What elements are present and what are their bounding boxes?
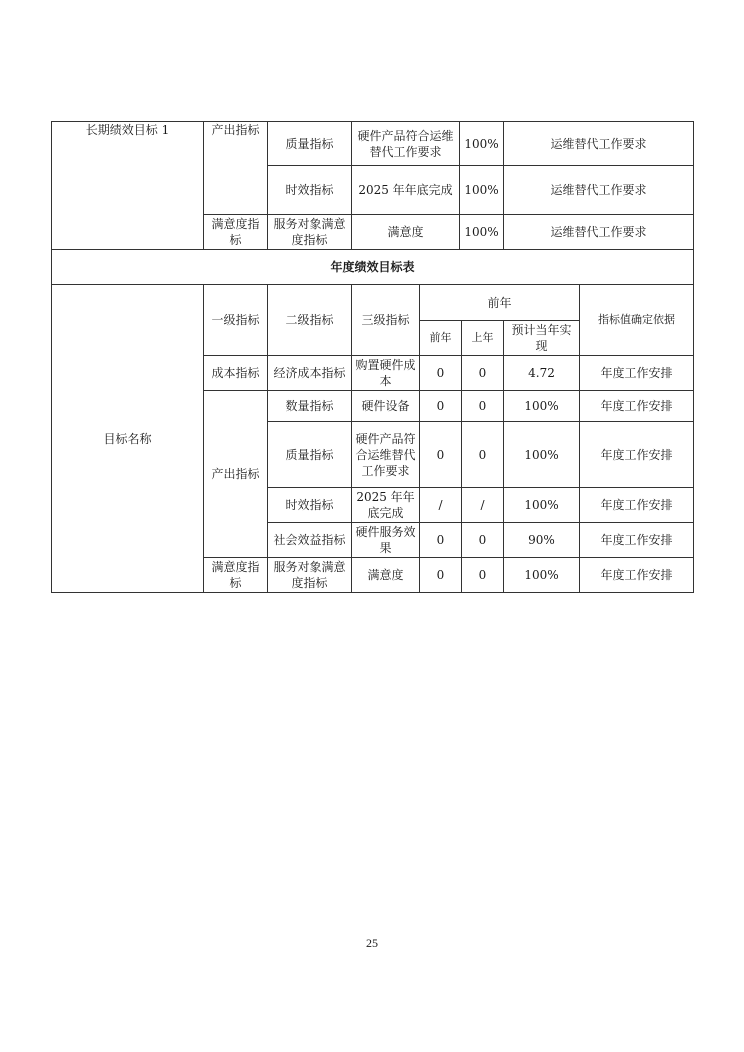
value-cell: 100% [460,122,504,166]
basis-cell: 运维替代工作要求 [504,215,694,250]
prev-cell: / [420,488,462,523]
level3-cell: 购置硬件成本 [352,356,420,391]
header-last: 上年 [462,321,504,356]
prev-cell: 0 [420,356,462,391]
long-term-goal-label: 长期绩效目标 1 [52,122,204,250]
last-cell: 0 [462,391,504,422]
level1-output-cell: 产出指标 [204,122,268,215]
annual-goal-label: 目标名称 [52,285,204,593]
basis-cell: 年度工作安排 [580,488,694,523]
level2-cell: 质量指标 [268,122,352,166]
level2-cell: 社会效益指标 [268,523,352,558]
header-level3: 三级指标 [352,285,420,356]
level2-cell: 质量指标 [268,422,352,488]
level1-satisfaction-cell: 满意度指标 [204,558,268,593]
level1-satisfaction-cell: 满意度指标 [204,215,268,250]
level1-cost-cell: 成本指标 [204,356,268,391]
basis-cell: 运维替代工作要求 [504,122,694,166]
prev-cell: 0 [420,422,462,488]
basis-cell: 年度工作安排 [580,422,694,488]
annual-goals-table [51,249,694,593]
level3-cell: 2025 年年底完成 [352,166,460,215]
level3-cell: 硬件产品符合运维替代工作要求 [352,122,460,166]
forecast-cell: 100% [504,391,580,422]
basis-cell: 运维替代工作要求 [504,166,694,215]
basis-cell: 年度工作安排 [580,558,694,593]
header-prev-group: 前年 [420,285,580,321]
last-cell: 0 [462,523,504,558]
level2-cell: 时效指标 [268,488,352,523]
page-number: 25 [366,936,378,950]
forecast-cell: 100% [504,488,580,523]
last-cell: 0 [462,422,504,488]
last-cell: 0 [462,356,504,391]
level1-output-cell: 产出指标 [204,391,268,558]
level2-cell: 服务对象满意度指标 [268,215,352,250]
header-level2: 二级指标 [268,285,352,356]
table-row [52,250,694,285]
level3-cell: 2025 年年底完成 [352,488,420,523]
forecast-cell: 4.72 [504,356,580,391]
last-cell: / [462,488,504,523]
forecast-cell: 100% [504,422,580,488]
value-cell: 100% [460,215,504,250]
prev-cell: 0 [420,391,462,422]
level2-cell: 数量指标 [268,391,352,422]
header-basis: 指标值确定依据 [580,285,694,356]
table-row [52,122,694,166]
prev-cell: 0 [420,523,462,558]
annual-section-title: 年度绩效目标表 [52,250,694,285]
header-forecast: 预计当年实现 [504,321,580,356]
forecast-cell: 90% [504,523,580,558]
basis-cell: 年度工作安排 [580,356,694,391]
header-level1: 一级指标 [204,285,268,356]
basis-cell: 年度工作安排 [580,523,694,558]
level2-cell: 时效指标 [268,166,352,215]
forecast-cell: 100% [504,558,580,593]
last-cell: 0 [462,558,504,593]
level2-cell: 经济成本指标 [268,356,352,391]
level2-cell: 服务对象满意度指标 [268,558,352,593]
prev-cell: 0 [420,558,462,593]
basis-cell: 年度工作安排 [580,391,694,422]
level3-cell: 满意度 [352,215,460,250]
value-cell: 100% [460,166,504,215]
header-prev: 前年 [420,321,462,356]
level3-cell: 满意度 [352,558,420,593]
level3-cell: 硬件设备 [352,391,420,422]
table-row [52,285,694,321]
long-term-goals-table [51,121,694,250]
level3-cell: 硬件服务效果 [352,523,420,558]
level3-cell: 硬件产品符合运维替代工作要求 [352,422,420,488]
